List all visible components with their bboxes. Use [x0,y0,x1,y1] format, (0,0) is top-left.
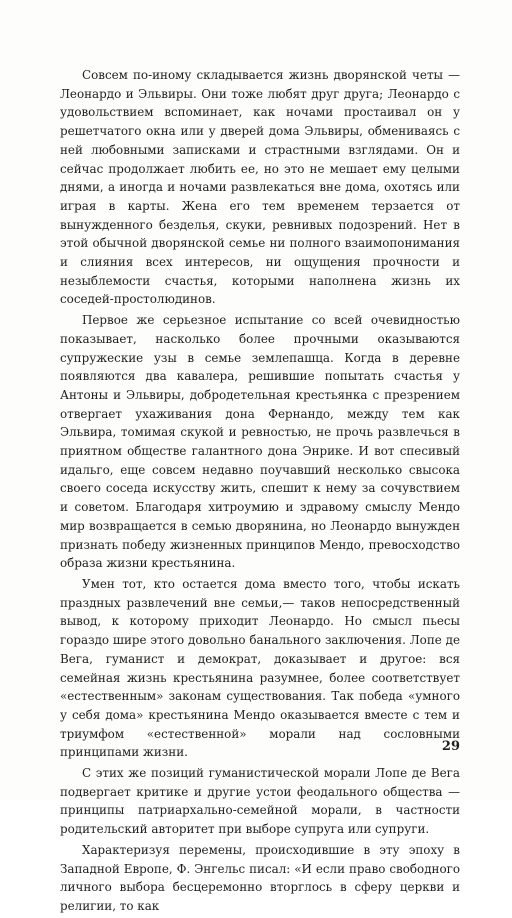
page-number: 29 [441,739,460,754]
paragraph-4: С этих же позиций гуманистической морали Лопе де Вега подвергает критике и другие устои феодального общества — принципы патриархально-семейной морали, в частности родительский авторитет при выборе супруга или супруги. [60,766,460,837]
body-text [60,66,460,918]
paragraph-3: Умен тот, кто остается дома вместо того, чтобы искать праздных развлечений вне семьи,— таков непосредственный вывод, к которому приходит Леонардо. Но смысл пьесы гораздо шире этого довольно банального заключения. Лопе де Вега, гуманист и демократ, доказывает и другое: вся семейная жизнь крестьянина разумнее, более соответствует «естественным» законам существования. Так победа «умного у себя дома» крестьянина Мендо оказывается вместе с тем и триумфом «естественной» морали над сословными принципами жизни. [60,576,460,760]
paragraph-2: Первое же серьезное испытание со всей очевидностью показывает, насколько более прочными оказываются супружеские узы в семье землепашца. Когда в деревне появляются два кавалера, решившие попытать счастья у Антоны и Эльвиры, добродетельная крестьянка с презрением отвергает ухаживания дона Фернандо, между тем как Эльвира, томимая скукой и ревностью, не прочь развлечься в приятном обществе галантного дона Энрике. И вот спесивый идальго, еще совсем недавно поучавший несколько свысока своего соседа искусству жить, спешит к нему за сочувствием и советом. Благодаря хитроумию и здравому смыслу Мендо мир возвращается в семью дворянина, но Леонардо вынужден признать победу жизненных принципов Мендо, превосходство образа жизни крестьянина. [60,313,460,571]
paragraph-5: Характеризуя перемены, происходившие в эту эпоху в Западной Европе, Ф. Энгельс писал: «И если право свободного личного выбора бесцеремонно вторглось в сферу церкви и религии, то как [60,842,460,913]
paragraph-1: Совсем по-иному складывается жизнь дворянской четы — Леонардо и Эльвиры. Они тоже любят друг друга; Леонардо с удовольствием вспоминает, как ночами простаивал он у решетчатого окна или у дверей дома Эльвиры, обмениваясь с ней любовными записками и страстными взглядами. Он и сейчас продолжает любить ее, но это не мешает ему целыми днями, а иногда и ночами развлекаться вне дома, охотясь или играя в карты. Жена его тем временем терзается от вынужденного безделья, скуки, ревнивых подозрений. Нет в этой обычной дворянской семье ни полного взаимопонимания и слияния всех интересов, ни ощущения прочности и незыблемости счастья, которыми наполнена жизнь их соседей-простолюдинов. [60,68,460,307]
